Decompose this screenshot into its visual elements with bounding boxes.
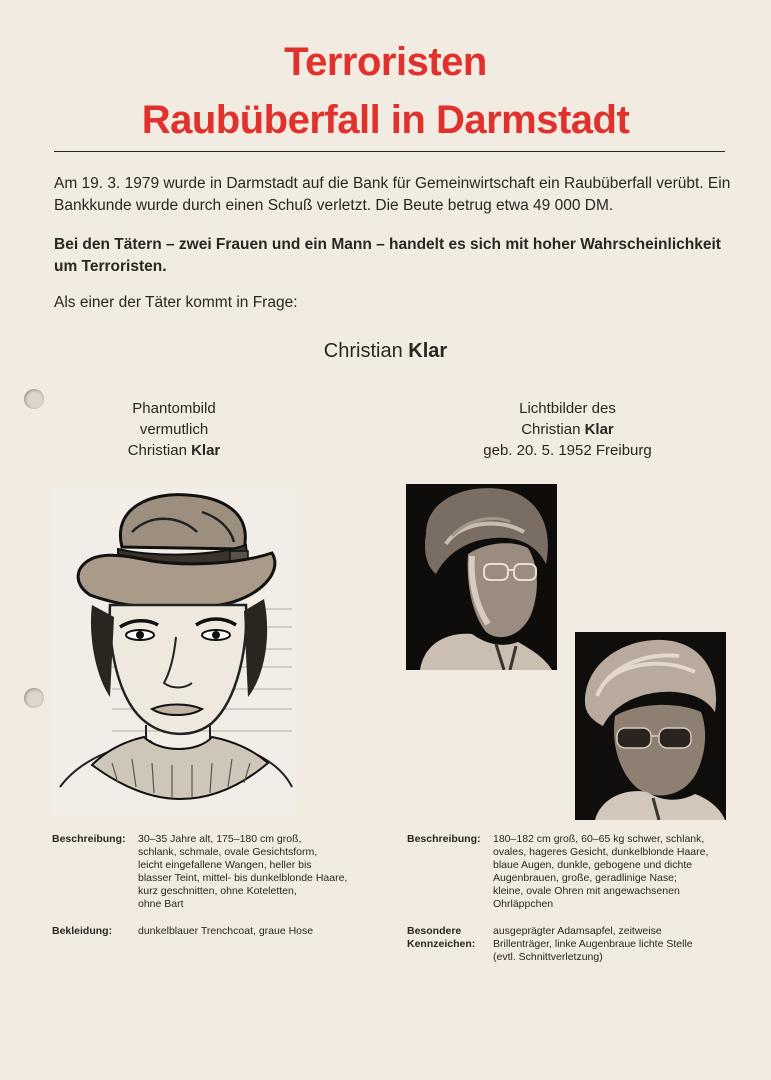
suspect-intro: Als einer der Täter kommt in Frage:	[54, 294, 298, 311]
composite-caption-line3	[64, 440, 284, 461]
right-description-text	[493, 833, 733, 911]
punch-hole-bottom	[24, 688, 44, 708]
composite-caption-first: Christian	[127, 442, 187, 459]
photo-caption-line2	[450, 419, 685, 440]
composite-caption-last: Klar	[191, 442, 221, 459]
clothing-label: Bekleidung:	[52, 925, 113, 937]
suspect-name	[0, 340, 771, 363]
special-marks-label-1: Besondere	[407, 925, 462, 937]
title-rule	[54, 151, 725, 152]
left-desc-line-5: kurz geschnitten, ohne Koteletten,	[138, 885, 297, 897]
composite-sketch-drawing	[52, 487, 296, 815]
special-marks-line-3: (evtl. Schnittverletzung)	[493, 951, 603, 963]
composite-sketch-image	[52, 487, 296, 815]
left-description-label: Beschreibung:	[52, 833, 126, 845]
suspect-photo-1	[406, 484, 557, 670]
photo-caption-last: Klar	[584, 421, 614, 438]
left-desc-line-2: schlank, schmale, ovale Gesichtsform,	[138, 846, 318, 858]
special-marks-label-2: Kennzeichen:	[407, 938, 476, 950]
punch-hole-top	[24, 389, 44, 409]
photo-caption-line1: Lichtbilder des	[519, 400, 616, 417]
right-desc-line-5: kleine, ovale Ohren mit angewachsenen	[493, 885, 680, 897]
composite-caption-line2: vermutlich	[139, 421, 209, 438]
suspect-first-name: Christian	[323, 340, 403, 362]
suspect-last-name: Klar	[408, 340, 448, 362]
special-marks-line-2: Brillenträger, linke Augenbraue lichte Stelle	[493, 938, 693, 950]
suspects-statement: Bei den Tätern – zwei Frauen und ein Mann – handelt es sich mit hoher Wahrscheinlichkeit um Terroristen.	[54, 236, 721, 275]
special-marks-line-1: ausgeprägter Adamsapfel, zeitweise	[493, 925, 662, 937]
right-desc-line-2: ovales, hageres Gesicht, dunkelblonde Haare,	[493, 846, 709, 858]
special-marks-label	[407, 925, 475, 951]
composite-caption-line1: Phantombild	[132, 400, 216, 417]
clothing-text: dunkelblauer Trenchcoat, graue Hose	[138, 925, 314, 937]
photo-caption-line3: geb. 20. 5. 1952 Freiburg	[483, 442, 652, 459]
left-desc-line-3: leicht eingefallene Wangen, heller bis	[138, 859, 312, 871]
left-desc-line-4: blasser Teint, mittel- bis dunkelblonde Haare,	[138, 872, 348, 884]
intro-paragraph: Am 19. 3. 1979 wurde in Darmstadt auf die Bank für Gemeinwirtschaft ein Raubüberfall verübt. Ein Bankkunde wurde durch einen Schuß verletzt. Die Beute betrug etwa 49 000 DM.	[54, 175, 731, 214]
right-desc-line-6: Ohrläppchen	[493, 898, 554, 910]
right-desc-line-1: 180–182 cm groß, 60–65 kg schwer, schlank,	[493, 833, 705, 845]
right-desc-line-4: Augenbrauen, große, geradlinige Nase;	[493, 872, 677, 884]
suspect-photo-1-drawing	[406, 484, 557, 670]
special-marks-text	[493, 925, 733, 964]
poster-title-line1: Terroristen	[284, 40, 487, 84]
left-desc-line-1: 30–35 Jahre alt, 175–180 cm groß,	[138, 833, 302, 845]
composite-caption	[64, 398, 284, 461]
left-desc-line-6: ohne Bart	[138, 898, 184, 910]
suspect-photo-2-drawing	[575, 632, 726, 820]
photo-caption-first: Christian	[521, 421, 581, 438]
left-description-text	[138, 833, 368, 911]
right-description-label: Beschreibung:	[407, 833, 481, 845]
right-desc-line-3: blaue Augen, dunkle, gebogene und dichte	[493, 859, 693, 871]
photo-caption	[450, 398, 685, 461]
suspect-photo-2	[575, 632, 726, 820]
poster-title-line2: Raubüberfall in Darmstadt	[141, 98, 630, 142]
